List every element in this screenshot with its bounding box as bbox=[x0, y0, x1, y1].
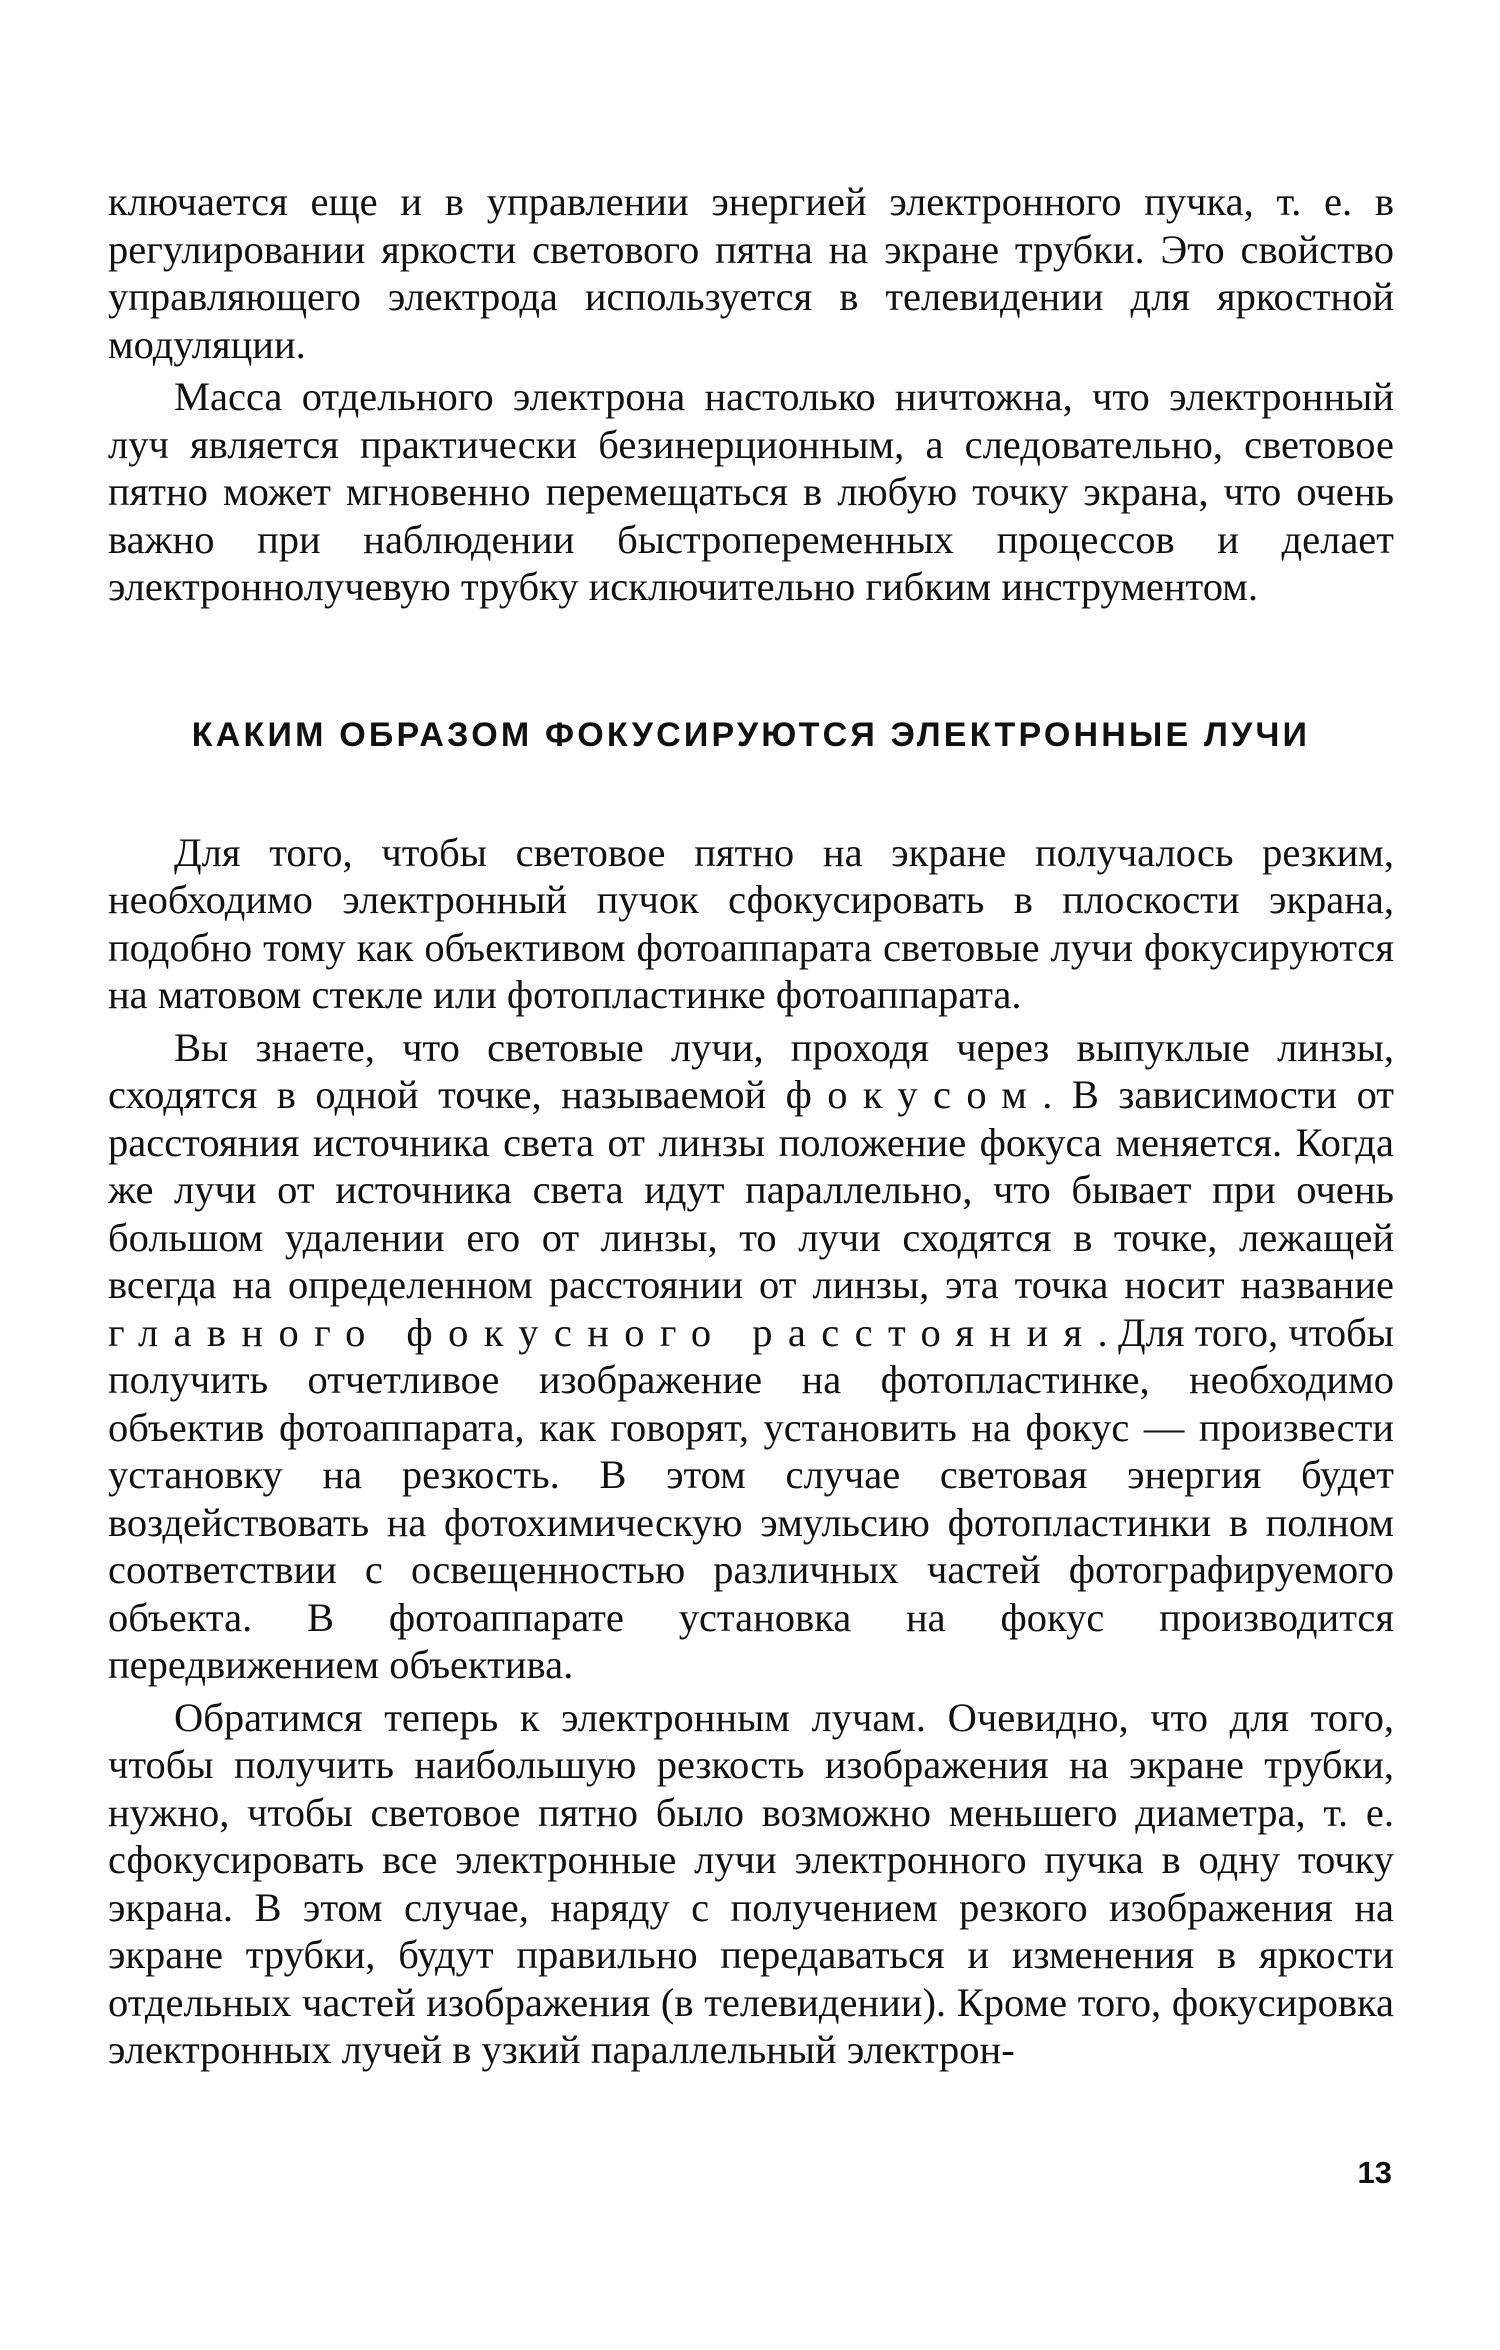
term-main-focal-distance: главного фокусного расстояния bbox=[108, 1309, 1098, 1355]
focus-intro-paragraph: Для того, чтобы световое пятно на экране получалось резким, необходимо электронный пучок сфокусировать в плоскости экрана, подобно тому как объективом фотоаппарата световые лучи фокусируются на матовом стекле или фотопластинке фотоаппарата. bbox=[108, 829, 1394, 1017]
continued-paragraph: ключается еще и в управлении энергией электронного пучка, т. е. в регулировании яркости светового пятна на экране трубки. Это свойство управляющего электрода используется в телевидении для яркостной модуляции. bbox=[108, 179, 1394, 367]
lens-focus-paragraph bbox=[108, 1024, 1394, 1689]
term-focus: фокусом bbox=[785, 1072, 1043, 1117]
page-number: 13 bbox=[1357, 2155, 1392, 2190]
book-page bbox=[108, 178, 1394, 2074]
lens-text-part-1: Вы знаете, что световые лучи, проходя через выпуклые линзы, сходятся в одной точке, называемой bbox=[108, 1024, 1394, 1117]
electron-mass-paragraph: Масса отдельного электрона настолько ничтожна, что электронный луч является практически безинерционным, а следовательно, световое пятно может мгновенно перемещаться в любую точку экрана, что очень важно при наблюдении быстропеременных процессов и делает электроннолучевую трубку исключительно гибким инструментом. bbox=[108, 374, 1394, 609]
lens-text-part-2: . В зависимости от расстояния источника света от линзы положение фокуса меняется. Когда же лучи от источника света идут параллельно, что бывает при очень большом удалении его от линзы, то лучи сходятся в точке, лежащей всегда на определенном расстоянии от линзы, эта точка носит название bbox=[108, 1072, 1394, 1307]
electron-beam-paragraph: Обратимся теперь к электронным лучам. Очевидно, что для того, чтобы получить наибольшую резкость изображения на экране трубки, нужно, чтобы световое пятно было возможно меньшего диаметра, т. е. сфокусировать все электронные лучи электронного пучка в одну точку экрана. В этом случае, наряду с получением резкого изображения на экране трубки, будут правильно передаваться и изменения в яркости отдельных частей изображения (в телевидении). Кроме того, фокусировка электронных лучей в узкий параллельный электрон- bbox=[108, 1694, 1394, 2072]
lens-text-part-3: . Для того, чтобы получить отчетливое изображение на фотопластинке, необходимо объектив фотоаппарата, как говорят, установить на фокус — произвести установку на резкость. В этом случае световая энергия будет воздействовать на фотохимическую эмульсию фотопластинки в полном соответствии с освещенностью различных частей фотографируемого объекта. В фотоаппарате установка на фокус производится передвижением объектива. bbox=[108, 1309, 1394, 1687]
section-heading: КАКИМ ОБРАЗОМ ФОКУСИРУЮТСЯ ЭЛЕКТРОННЫЕ ЛУЧИ bbox=[191, 715, 1311, 754]
